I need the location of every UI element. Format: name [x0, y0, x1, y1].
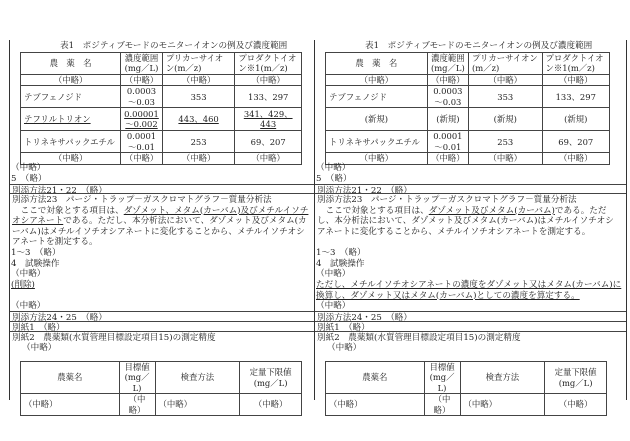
added-text: ただし、メチルイソチオシアネートの濃度をダゾメット又はメタム(カーバム)に換算し、ダゾメット又はメタム(カーバム)としての濃度を算定する。 — [316, 280, 622, 301]
procedure-line: （中略） — [11, 269, 46, 280]
table-row — [326, 108, 610, 131]
deleted-text: (削除) — [11, 280, 35, 290]
monitor-ion-table — [325, 52, 610, 165]
header-cell: 定量下限値(mg／L) — [545, 362, 607, 394]
table-cell: （中略） — [121, 74, 163, 85]
header-cell: プリカーサイオン(m／z) — [162, 53, 235, 75]
method-21-22: 別添方法21・22 （略） — [12, 186, 107, 196]
table-header-row — [21, 362, 302, 394]
header-cell: 目標値(mg／L) — [119, 362, 155, 394]
table-cell: テブフェノジド — [326, 86, 428, 108]
table-cell: テフリルトリオン — [21, 108, 121, 131]
table-cell: 0.0001～0.01 — [427, 131, 468, 153]
header-cell: プリカーサイオン(m／z) — [468, 53, 542, 75]
current-version-column — [9, 40, 314, 415]
table-cell: 0.0003～0.03 — [121, 86, 163, 108]
table-cell: 353 — [162, 86, 235, 108]
header-cell: 濃度範囲(mg／L) — [121, 53, 163, 75]
table-cell: （中略） — [326, 394, 425, 416]
header-cell: プロダクトイオン※1(m／z) — [235, 53, 302, 75]
paragraph-text: ここで対象とする項目は、 — [12, 205, 124, 216]
section-5: 5 （略） — [11, 174, 47, 184]
table-cell: 0.0003～0.03 — [427, 86, 468, 108]
table-cell: （中略） — [235, 153, 302, 164]
table-cell: （中略） — [427, 153, 468, 164]
table-cell: （中略） — [21, 153, 121, 164]
divider — [315, 331, 626, 332]
section-5: 5 （略） — [316, 174, 352, 184]
header-cell: 農 薬 名 — [21, 53, 121, 75]
header-cell: 目標値(mg／L) — [424, 362, 460, 394]
paragraph-text: ここで対象とする項目は、 — [317, 205, 429, 216]
table-cell: （中略） — [162, 74, 235, 85]
method-23-paragraph — [12, 206, 310, 248]
table-row — [21, 108, 302, 131]
table-cell: （中略） — [468, 153, 542, 164]
table-cell: （中略） — [424, 394, 460, 416]
annex-2-title: 別紙2 農薬類(水質管理目標設定項目15)の測定精度 — [12, 333, 216, 343]
table-cell: （中略） — [21, 394, 120, 416]
paragraph-text: である。ただし、本分析法において、ダゾメット及びメタム(カーバム)はメチルイソチオシアネートに変化することから、メチルイソチオシアネートを測定する。 — [317, 205, 614, 237]
header-cell: 農 薬 名 — [326, 53, 428, 75]
annex-2-title: 別紙2 農薬類(水質管理目標設定項目15)の測定精度 — [317, 333, 521, 343]
annex-1: 別紙1 （略） — [12, 323, 65, 333]
table1-caption: 表1 ポジティブモードのモニターイオンの例及び濃度範囲 — [365, 41, 593, 51]
table-cell: （中略） — [326, 74, 428, 85]
paragraph-text: である。ただし、本分析法において、ダゾメット及びメタム(カーバム)はメチルイソチオシアネートに変化することから、メチルイソチオシアネートを測定する。 — [12, 216, 307, 248]
divider — [315, 321, 626, 322]
header-cell: 検査方法 — [155, 362, 240, 394]
header-cell: 農薬名 — [326, 362, 425, 394]
header-cell: 定量下限値(mg／L) — [240, 362, 302, 394]
header-cell: 農薬名 — [21, 362, 120, 394]
method-24-25: 別添方法24・25 （略） — [317, 313, 412, 323]
table-row — [21, 153, 302, 164]
header-cell: プロダクトイオン※1(m／z) — [542, 53, 610, 75]
table-cell: （中略） — [542, 74, 610, 85]
omitted-text: （中略） — [316, 301, 351, 311]
table-row — [21, 86, 302, 108]
table-header-row — [21, 53, 302, 75]
procedure-line: 4 試験操作 — [316, 258, 365, 269]
table-cell: （中略） — [542, 153, 610, 164]
table-cell: （中略） — [235, 74, 302, 85]
table-cell: （中略） — [427, 74, 468, 85]
table-cell: 69、207 — [235, 131, 302, 153]
procedure-line: 1～3 （略） — [11, 248, 61, 258]
divider — [10, 184, 314, 185]
table-row — [326, 131, 610, 153]
table-cell: 253 — [162, 131, 235, 153]
precision-table — [20, 361, 302, 416]
omitted-text: （中略） — [11, 163, 46, 173]
table-row — [21, 394, 302, 416]
table-cell: 341、429、443 — [235, 108, 302, 131]
divider — [315, 311, 626, 312]
procedure-line: 4 試験操作 — [11, 258, 60, 269]
omitted-text: （中略） — [22, 343, 57, 353]
table-row — [326, 153, 610, 164]
table-cell: トリネキサパックエチル — [21, 131, 121, 153]
target-items: ダゾメット、メタム(カーバム)及びメチルイソチオシアネート — [12, 205, 309, 227]
table1-caption: 表1 ポジティブモードのモニターイオンの例及び濃度範囲 — [60, 41, 288, 51]
procedure-line: （中略） — [316, 269, 351, 280]
table-cell: 133、297 — [542, 86, 610, 108]
omitted-text: （中略） — [316, 163, 351, 173]
table-cell: （中略） — [460, 394, 545, 416]
table-cell: （中略） — [121, 153, 163, 164]
method-23-title: 別添方法23 パージ・トラップ－ガスクロマトグラフ－質量分析法 — [12, 195, 272, 205]
table-cell: (新規) — [427, 108, 468, 131]
table-cell: 0.0001～0.01 — [121, 131, 163, 153]
precision-table — [325, 361, 607, 416]
table-cell: (新規) — [542, 108, 610, 131]
method-23-title: 別添方法23 パージ・トラップ－ガスクロマトグラフ－質量分析法 — [317, 195, 577, 205]
header-cell: 濃度範囲(mg／L) — [427, 53, 468, 75]
table-header-row — [326, 53, 610, 75]
table-row — [21, 131, 302, 153]
method-24-25: 別添方法24・25 （略） — [12, 313, 107, 323]
procedure-line: 1～3 （略） — [316, 248, 366, 258]
target-items: ダゾメット及びメタム(カーバム) — [428, 205, 555, 216]
divider — [10, 311, 314, 312]
method-21-22: 別添方法21・22 （略） — [317, 186, 412, 196]
table-cell: （中略） — [240, 394, 302, 416]
table-row — [21, 74, 302, 85]
annex-1: 別紙1 （略） — [317, 323, 370, 333]
divider — [315, 193, 626, 194]
divider — [10, 321, 314, 322]
table-cell: 69、207 — [542, 131, 610, 153]
table-cell: 0.00001～0.002 — [121, 108, 163, 131]
table-cell: (新規) — [468, 108, 542, 131]
table-cell: （中略） — [119, 394, 155, 416]
table-cell: （中略） — [21, 74, 121, 85]
omitted-text: （中略） — [327, 343, 362, 353]
divider — [315, 184, 626, 185]
table-cell: (新規) — [326, 108, 428, 131]
table-header-row — [326, 362, 607, 394]
table-cell: 443、460 — [162, 108, 235, 131]
divider — [10, 193, 314, 194]
table-cell: 253 — [468, 131, 542, 153]
table-cell: （中略） — [326, 153, 428, 164]
table-row — [326, 74, 610, 85]
table-cell: テブフェノジド — [21, 86, 121, 108]
method-23-paragraph — [317, 206, 622, 238]
divider — [10, 331, 314, 332]
table-cell: 133、297 — [235, 86, 302, 108]
omitted-text: （中略） — [11, 301, 46, 311]
table-cell: （中略） — [155, 394, 240, 416]
revised-version-column — [314, 40, 627, 415]
table-cell: （中略） — [162, 153, 235, 164]
monitor-ion-table — [20, 52, 302, 165]
table-cell: 353 — [468, 86, 542, 108]
table-row — [326, 394, 607, 416]
table-cell: （中略） — [545, 394, 607, 416]
table-row — [326, 86, 610, 108]
header-cell: 検査方法 — [460, 362, 545, 394]
table-cell: トリネキサパックエチル — [326, 131, 428, 153]
table-cell: （中略） — [468, 74, 542, 85]
